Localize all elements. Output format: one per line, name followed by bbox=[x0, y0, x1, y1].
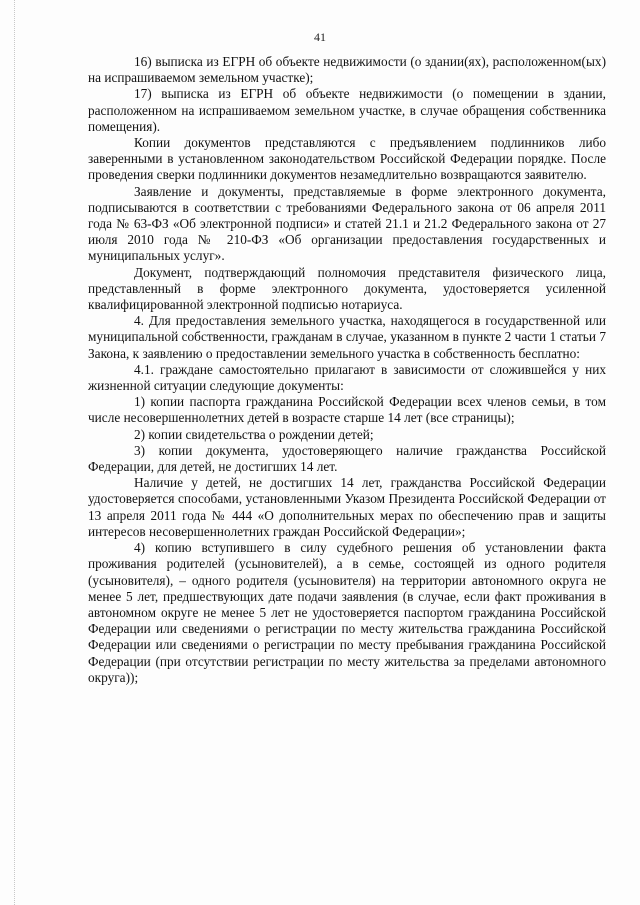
list-item-birth-certificate: 2) копии свидетельства о рождении детей; bbox=[134, 426, 374, 442]
list-item-court-decision: 4) копию вступившего в силу судебного решения об установлении факта проживания родителей (усыновителей), а в семье, состоящей из одного родителя (усыновителя), – одного родителя (усыновителя) на территории автономного округа не менее 5 лет, предшествующих дате подачи заявления (в случае, если факт проживания в автономном округе не менее 5 лет не удостоверяется паспортом гражданина Российской Федерации или сведениями о регистрации по месту жительства гражданина Российской Федерации или сведениями о регистрации по месту пребывания гражданина Российской Федерации (при отсутствии регистрации по месту жительства за пределами автономного округа)); bbox=[88, 540, 606, 685]
page-number: 41 bbox=[314, 30, 326, 44]
scan-edge-line bbox=[14, 0, 16, 905]
paragraph-electronic-signature: Заявление и документы, представляемые в форме электронного документа, подписываются в соответствии с требованиями Федерального закона от 06 апреля 2011 года № 63-ФЗ «Об электронной подписи» и статей 21.1 и 21.2 Федерального закона от 27 июля 2010 года № 210-ФЗ «Об организации предоставления государственных и муниципальных услуг». bbox=[88, 183, 606, 264]
paragraph-citizenship-note: Наличие у детей, не достигших 14 лет, гражданства Российской Федерации удостоверяется способами, установленными Указом Президента Российской Федерации от 13 апреля 2011 года № 444 «О дополнительных мерах по обеспечению прав и защиты интересов несовершеннолетних граждан Российской Федерации»; bbox=[88, 475, 606, 539]
paragraph-section-4: 4. Для предоставления земельного участка, находящегося в государственной или муниципальной собственности, гражданам в случае, указанном в пункте 2 части 1 статьи 7 Закона, к заявлению о предоставлении земельного участка в собственность бесплатно: bbox=[88, 313, 606, 361]
paragraph-section-4-1: 4.1. граждане самостоятельно прилагают в зависимости от сложившейся у них жизненной ситуации следующие документы: bbox=[88, 361, 606, 394]
paragraph-copies: Копии документов представляются с предъявлением подлинников либо заверенными в установленном законодательством Российской Федерации порядке. После проведения сверки подлинники документов незамедлительно возвращаются заявителю. bbox=[88, 135, 606, 183]
paragraph-item-16: 16) выписка из ЕГРН об объекте недвижимости (о здании(ях), расположенном(ых) на испрашиваемом земельном участке); bbox=[88, 54, 606, 86]
document-body bbox=[88, 54, 606, 686]
list-item-passport: 1) копии паспорта гражданина Российской Федерации всех членов семьи, в том числе несовершеннолетних детей в возрасте старше 14 лет (все страницы); bbox=[88, 394, 606, 426]
paragraph-item-17: 17) выписка из ЕГРН об объекте недвижимости (о помещении в здании, расположенном на испрашиваемом земельном участке, в случае обращения собственника помещения). bbox=[88, 86, 606, 134]
paragraph-representative: Документ, подтверждающий полномочия представителя физического лица, представленный в форме электронного документа, удостоверяется усиленной квалифицированной электронной подписью нотариуса. bbox=[88, 264, 606, 313]
list-item-citizenship: 3) копии документа, удостоверяющего наличие гражданства Российской Федерации, для детей, не достигших 14 лет. bbox=[88, 442, 606, 475]
